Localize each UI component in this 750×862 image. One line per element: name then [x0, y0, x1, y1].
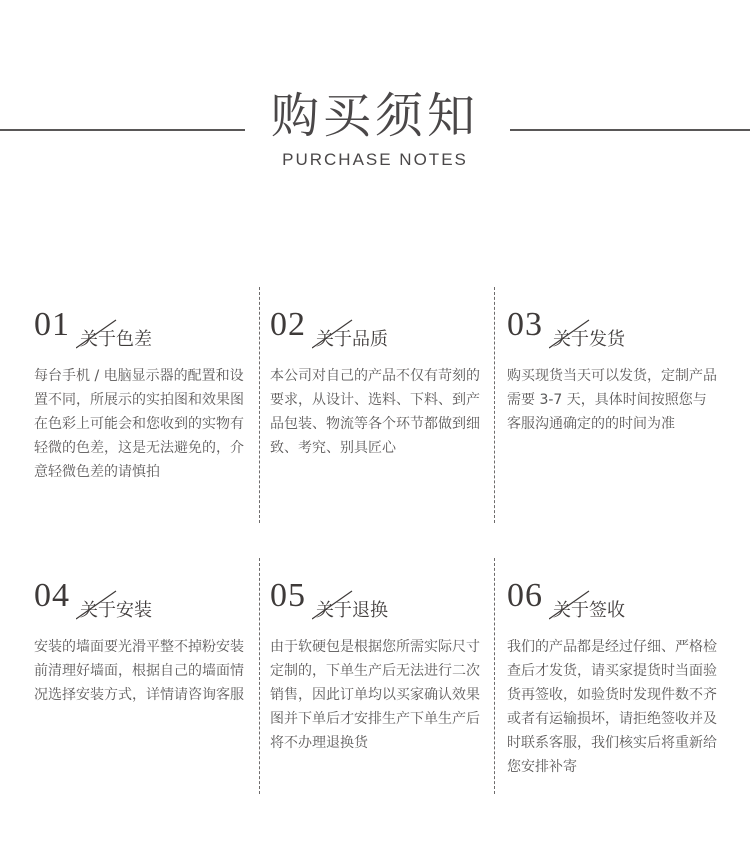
note-number: 01: [34, 306, 70, 343]
note-text: 安装的墙面要光滑平整不掉粉安装前清理好墙面，根据自己的墙面情况选择安装方式，详情请咨询客服: [34, 639, 244, 703]
note-heading: 关于色差: [80, 329, 152, 350]
note-number: 03: [507, 306, 543, 343]
note-text: 由于软硬包是根据您所需实际尺寸定制的，下单生产后无法进行二次销售，因此订单均以买家确认效果图并下单后才安排生产下单生产后将不办理退换货: [270, 639, 480, 751]
note-heading: 关于退换: [316, 600, 388, 621]
note-heading: 关于签收: [553, 600, 625, 621]
note-heading: 关于品质: [316, 329, 388, 350]
page-subtitle: PURCHASE NOTES: [282, 150, 468, 169]
column-divider-4: [494, 558, 495, 794]
column-divider-3: [259, 558, 260, 794]
note-number: 02: [270, 306, 306, 343]
note-number: 04: [34, 577, 70, 614]
note-text: 我们的产品都是经过仔细、严格检查后才发货，请买家提货时当面验货再签收，如验货时发现件数不齐或者有运输损坏，请拒绝签收并及时联系客服，我们核实后将重新给您安排补寄: [507, 639, 717, 775]
note-text: 本公司对自己的产品不仅有苛刻的要求，从设计、选料、下料、到产品包装、物流等各个环节都做到细致、考究、别具匠心: [270, 368, 480, 456]
note-text: 每台手机 / 电脑显示器的配置和设置不同，所展示的实拍图和效果图在色彩上可能会和您收到的实物有轻微的色差，这是无法避免的，介意轻微色差的请慎拍: [34, 368, 244, 480]
column-divider-2: [494, 287, 495, 523]
note-text: 购买现货当天可以发货，定制产品需要 3-7 天，具体时间按照您与客服沟通确定的的时间为准: [507, 368, 717, 432]
note-heading: 关于发货: [553, 329, 625, 350]
page-title: 购买须知: [270, 88, 479, 144]
note-number: 05: [270, 577, 306, 614]
note-heading: 关于安装: [80, 600, 152, 621]
note-number: 06: [507, 577, 543, 614]
column-divider-1: [259, 287, 260, 523]
